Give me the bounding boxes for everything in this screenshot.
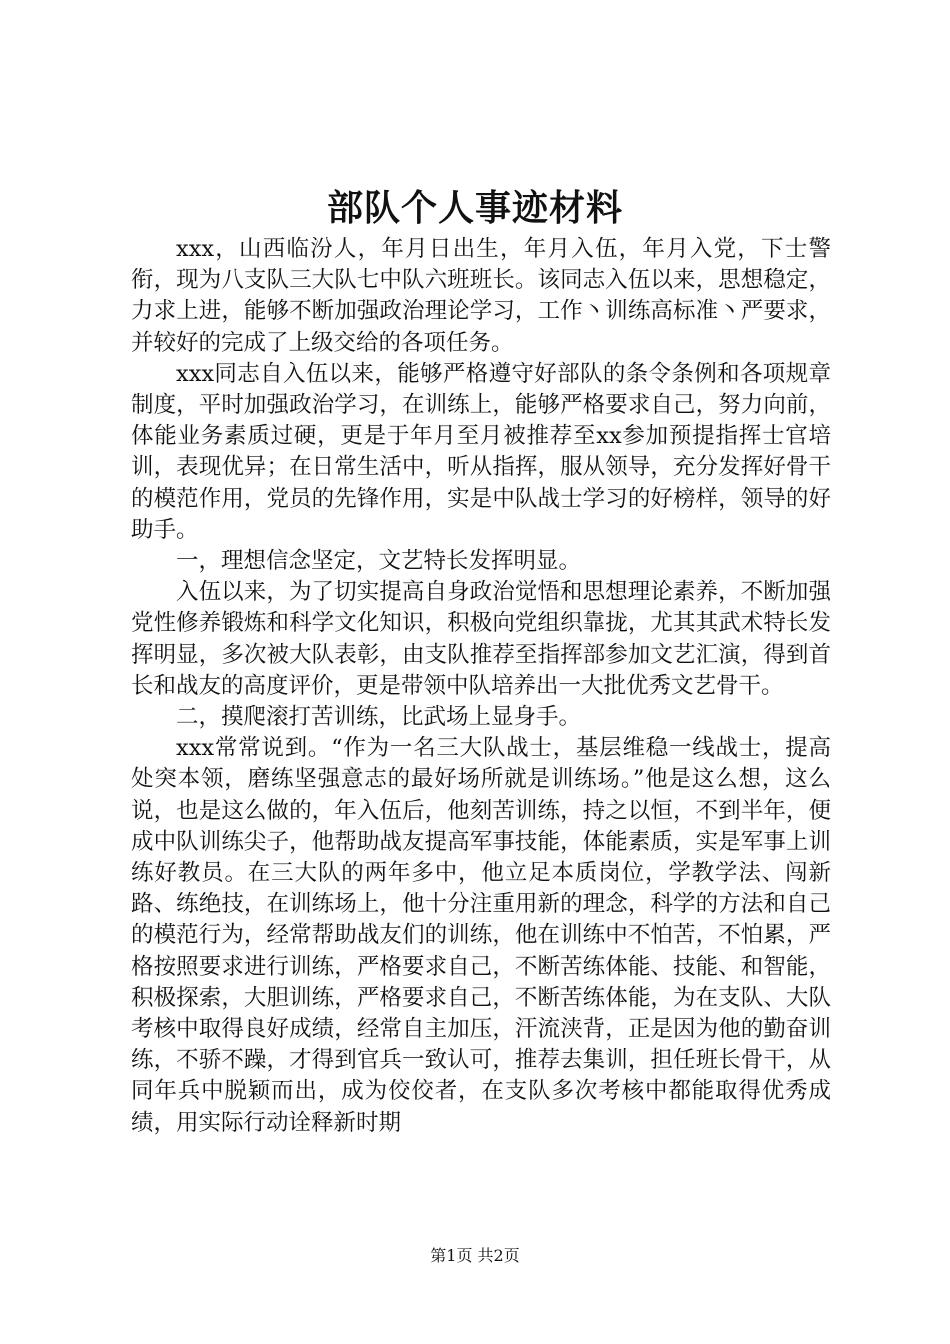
paragraph: xxx同志自入伍以来，能够严格遵守好部队的条令条例和各项规章制度，平时加强政治学习，在训练上，能够严格要求自己，努力向前，体能业务素质过硬，更是于年月至月被推荐至xx参加预提指挥士官培训，表现优异；在日常生活中，听从指挥，服从领导，充分发挥好骨干的模范作用，党员的先锋作用，实是中队战士学习的好榜样，领导的好助手。 (131, 360, 831, 543)
paragraph: xxx常常说到。“作为一名三大队战士，基层维稳一线战士，提高处突本领，磨练坚强意志的最好场所就是训练场。”他是这么想，这么说，也是这么做的，年入伍后，他刻苦训练，持之以恒，不到半年，便成中队训练尖子，他帮助战友提高军事技能，体能素质，实是军事上训练好教员。在三大队的两年多中，他立足本质岗位，学教学法、闯新路、练绝技，在训练场上，他十分注重用新的理念，科学的方法和自己的模范行为，经常帮助战友们的训练，他在训练中不怕苦，不怕累，严格按照要求进行训练，严格要求自己，不断苦练体能、技能、和智能，积极探索，大胆训练，严格要求自己，不断苦练体能，为在支队、大队考核中取得良好成绩，经常自主加压，汗流浃背，正是因为他的勤奋训练，不骄不躁，才得到官兵一致认可，推荐去集训，担任班长骨干，从同年兵中脱颖而出，成为佼佼者，在支队多次考核中都能取得优秀成绩，用实际行动诠释新时期 (131, 735, 831, 1136)
section-heading: 二，摸爬滚打苦训练，比武场上显身手。 (176, 704, 582, 731)
document-title: 部队个人事迹材料 (326, 187, 623, 229)
page-number-footer: 第1页 共2页 (430, 1246, 520, 1265)
document-body (131, 234, 831, 1139)
section-heading: 一，理想信念坚定，文艺特长发挥明显。 (176, 548, 582, 575)
paragraph: 入伍以来，为了切实提高自身政治觉悟和思想理论素养，不断加强党性修养锻炼和科学文化知识，积极向党组织靠拢，尤其其武术特长发挥明显，多次被大队表彰，由支队推荐至指挥部参加文艺汇演，得到首长和战友的高度评价，更是带领中队培养出一大批优秀文艺骨干。 (131, 579, 831, 699)
paragraph: xxx，山西临汾人，年月日出生，年月入伍，年月入党，下士警衔，现为八支队三大队七中队六班班长。该同志入伍以来，思想稳定，力求上进，能够不断加强政治理论学习，工作丶训练高标准丶严要求，并较好的完成了上级交给的各项任务。 (131, 236, 831, 356)
